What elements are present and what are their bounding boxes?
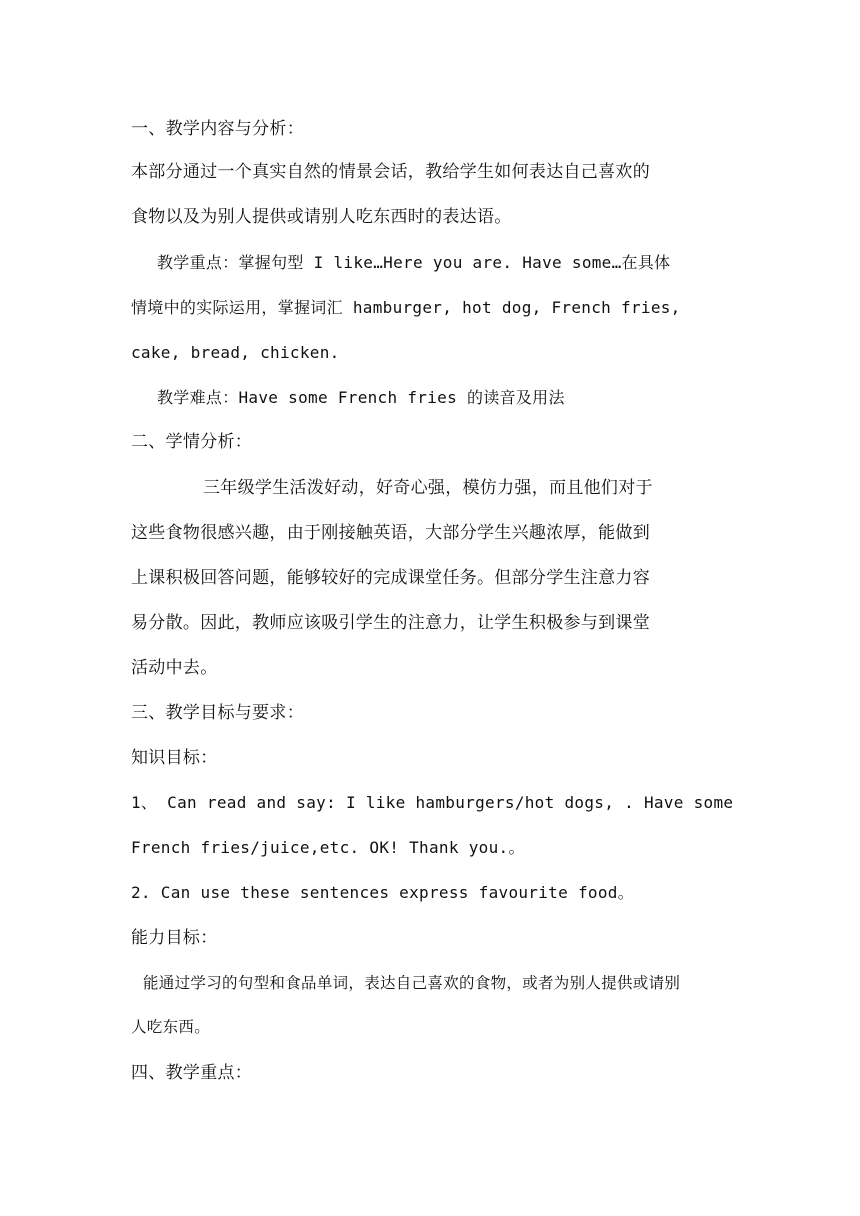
- ability-goal-line: 能通过学习的句型和食品单词，表达自己喜欢的食物，或者为别人提供或请别: [143, 974, 681, 992]
- knowledge-goals-label: 知识目标：: [131, 748, 218, 768]
- section2-paragraph-line: 上课积极回答问题，能够较好的完成课堂任务。但部分学生注意力容: [131, 568, 650, 588]
- section3-heading: 三、教学目标与要求：: [131, 703, 304, 723]
- ability-goal-line: 人吃东西。: [131, 1018, 211, 1036]
- teaching-focus-line: 情境中的实际运用，掌握词汇 hamburger, hot dog, French fries,: [131, 298, 681, 317]
- section1-paragraph-line: 本部分通过一个真实自然的情景会话，教给学生如何表达自己喜欢的: [131, 162, 650, 182]
- knowledge-goal-item: 2. Can use these sentences express favourite food。: [131, 883, 635, 902]
- section1-paragraph-line: 食物以及为别人提供或请别人吃东西时的表达语。: [131, 207, 512, 227]
- teaching-focus-line: cake, bread, chicken.: [131, 343, 340, 362]
- section1-heading: 一、教学内容与分析：: [131, 119, 304, 139]
- section2-paragraph-line: 易分散。因此，教师应该吸引学生的注意力，让学生积极参与到课堂: [131, 613, 650, 633]
- section2-paragraph-line: 三年级学生活泼好动，好奇心强，模仿力强，而且他们对于: [203, 478, 653, 498]
- section4-heading: 四、教学重点：: [131, 1063, 253, 1083]
- teaching-focus-line: 教学重点：掌握句型 I like…Here you are. Have some…在具体: [157, 253, 671, 272]
- knowledge-goal-item: 1、 Can read and say: I like hamburgers/hot dogs, . Have some: [131, 793, 734, 812]
- ability-goals-label: 能力目标：: [131, 928, 218, 948]
- section2-heading: 二、学情分析：: [131, 432, 253, 452]
- section2-paragraph-line: 活动中去。: [131, 658, 218, 678]
- section2-paragraph-line: 这些食物很感兴趣，由于刚接触英语，大部分学生兴趣浓厚，能做到: [131, 523, 650, 543]
- teaching-difficulty-line: 教学难点：Have some French fries 的读音及用法: [157, 388, 565, 407]
- knowledge-goal-item: French fries/juice,etc. OK! Thank you.。: [131, 838, 525, 857]
